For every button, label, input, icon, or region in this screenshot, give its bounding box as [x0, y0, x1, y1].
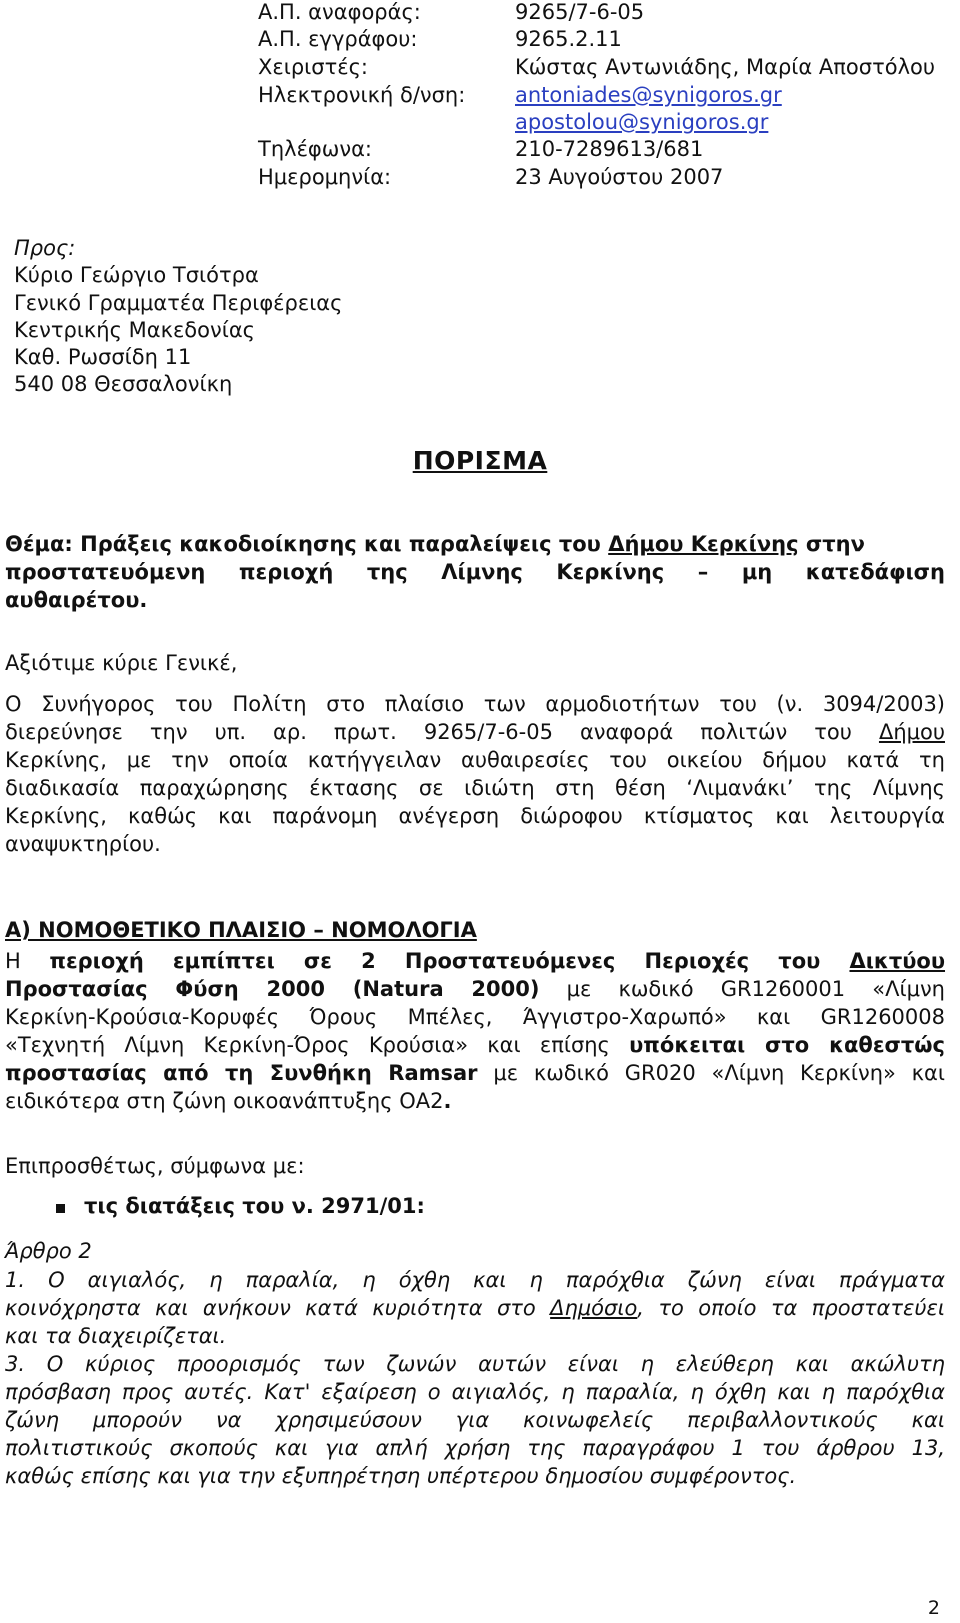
subject-block — [5, 530, 945, 614]
article-line: πολιτιστικούς σκοπούς και για απλή χρήση της παραγράφου 1 του άρθρου 13, — [5, 1436, 945, 1460]
phone-value: 210-7289613/681 — [515, 137, 704, 161]
handlers-label: Χειριστές: — [258, 55, 368, 79]
furthermore-line: Επιπροσθέτως, σύμφωνα με: — [5, 1154, 305, 1178]
recipient-line: Κύριο Γεώργιο Τσιότρα — [14, 263, 259, 287]
date-value: 23 Αυγούστου 2007 — [515, 165, 724, 189]
section-a-line: «Τεχνητή Λίμνη Κερκίνη-Όρος Κρούσια» και επίσης υπόκειται στο καθεστώς — [5, 1033, 945, 1057]
intro-line: Ο Συνήγορος του Πολίτη στο πλαίσιο των αρμοδιοτήτων του (ν. 3094/2003) — [5, 692, 945, 716]
article-title: Άρθρο 2 — [5, 1239, 92, 1263]
recipient-line: Γενικό Γραμματέα Περιφέρειας — [14, 291, 343, 315]
section-a-line: Η περιοχή εμπίπτει σε 2 Προστατευόμενες Περιοχές του Δικτύου — [5, 949, 946, 973]
section-a-line: ειδικότερα στη ζώνη οικοανάπτυξης ΟΑ2. — [5, 1089, 452, 1113]
recipient-line: Κεντρικής Μακεδονίας — [14, 318, 256, 342]
intro-line: Κερκίνης, με την οποία κατήγγειλαν αυθαιρεσίες του οικείου δήμου κατά τη — [5, 748, 945, 772]
email-label: Ηλεκτρονική δ/νση: — [258, 83, 466, 107]
ref-label: Α.Π. αναφοράς: — [258, 0, 421, 24]
subject-line: Θέμα: Πράξεις κακοδιοίκησης και παραλείψεις του Δήμου Κερκίνης στην — [5, 532, 865, 556]
article-line: 1. Ο αιγιαλός, η παραλία, η όχθη και η παρόχθια ζώνη είναι πράγματα — [5, 1268, 945, 1292]
document-title: ΠΟΡΙΣΜΑ — [412, 446, 548, 475]
article-text — [5, 1266, 945, 1490]
intro-line: αναψυκτηρίου. — [5, 832, 161, 856]
intro-line: Κερκίνης, καθώς και παράνομη ανέγερση διώροφου κτίσματος και λειτουργία — [5, 804, 945, 828]
ref-value: 9265/7-6-05 — [515, 0, 645, 24]
section-a-paragraph — [5, 947, 945, 1115]
recipient-line: Καθ. Ρωσσίδη 11 — [14, 345, 192, 369]
intro-line: διαδικασία παραχώρησης έκτασης σε ιδιώτη στη θέση ‘Λιμανάκι’ της Λίμνης — [5, 776, 945, 800]
doc-label: Α.Π. εγγράφου: — [258, 27, 418, 51]
article-line: ζώνη μπορούν να χρησιμεύσουν για κοινωφελείς περιβαλλοντικούς και — [5, 1408, 945, 1432]
doc-value: 9265.2.11 — [515, 27, 622, 51]
article-line: 3. Ο κύριος προορισμός των ζωνών αυτών είναι η ελεύθερη και ακώλυτη — [5, 1352, 945, 1376]
subject-line: αυθαιρέτου. — [5, 588, 148, 612]
email-link-2[interactable]: apostolou@synigoros.gr — [515, 110, 769, 134]
article-line: κοινόχρηστα και ανήκουν κατά κυριότητα στο Δημόσιο, το οποίο τα προστατεύει — [5, 1296, 945, 1320]
section-a-line: Κερκίνη-Κρούσια-Κορυφές Όρους Μπέλες, Άγγιστρο-Χαρωπό» και GR1260008 — [5, 1005, 945, 1029]
salutation: Αξιότιμε κύριε Γενικέ, — [5, 651, 238, 675]
handlers-value: Κώστας Αντωνιάδης, Μαρία Αποστόλου — [515, 55, 935, 79]
article-line: πρόσβαση προς αυτές. Κατ' εξαίρεση ο αιγιαλός, η παραλία, η όχθη και η παρόχθια — [5, 1380, 945, 1404]
subject-line: προστατευόμενη περιοχή της Λίμνης Κερκίνης – μη κατεδάφιση — [5, 560, 945, 584]
recipient-line: 540 08 Θεσσαλονίκη — [14, 372, 233, 396]
phone-label: Τηλέφωνα: — [258, 137, 373, 161]
to-label: Προς: — [14, 236, 76, 260]
bullet-text: τις διατάξεις του ν. 2971/01: — [84, 1194, 425, 1218]
intro-paragraph — [5, 690, 945, 858]
article-line: καθώς επίσης και για την εξυπηρέτηση υπέρτερου δημοσίου συμφέροντος. — [5, 1464, 797, 1488]
section-a-line: Προστασίας Φύση 2000 (Natura 2000) με κωδικό GR1260001 «Λίμνη — [5, 977, 945, 1001]
section-a-line: προστασίας από τη Συνθήκη Ramsar με κωδικό GR020 «Λίμνη Κερκίνη» και — [5, 1061, 945, 1085]
article-line: και τα διαχειρίζεται. — [5, 1324, 227, 1348]
section-a-heading: Α) ΝΟΜΟΘΕΤΙΚΟ ΠΛΑΙΣΙΟ – ΝΟΜΟΛΟΓΙΑ — [5, 918, 477, 942]
page-number: 2 — [927, 1597, 940, 1619]
bullet-square-icon — [56, 1204, 65, 1213]
municipality-underlined: Δήμου Κερκίνης — [608, 532, 799, 556]
intro-line: διερεύνησε την υπ. αρ. πρωτ. 9265/7-6-05 αναφορά πολιτών του Δήμου — [5, 720, 945, 744]
date-label: Ημερομηνία: — [258, 165, 392, 189]
email-link-1[interactable]: antoniades@synigoros.gr — [515, 83, 782, 107]
